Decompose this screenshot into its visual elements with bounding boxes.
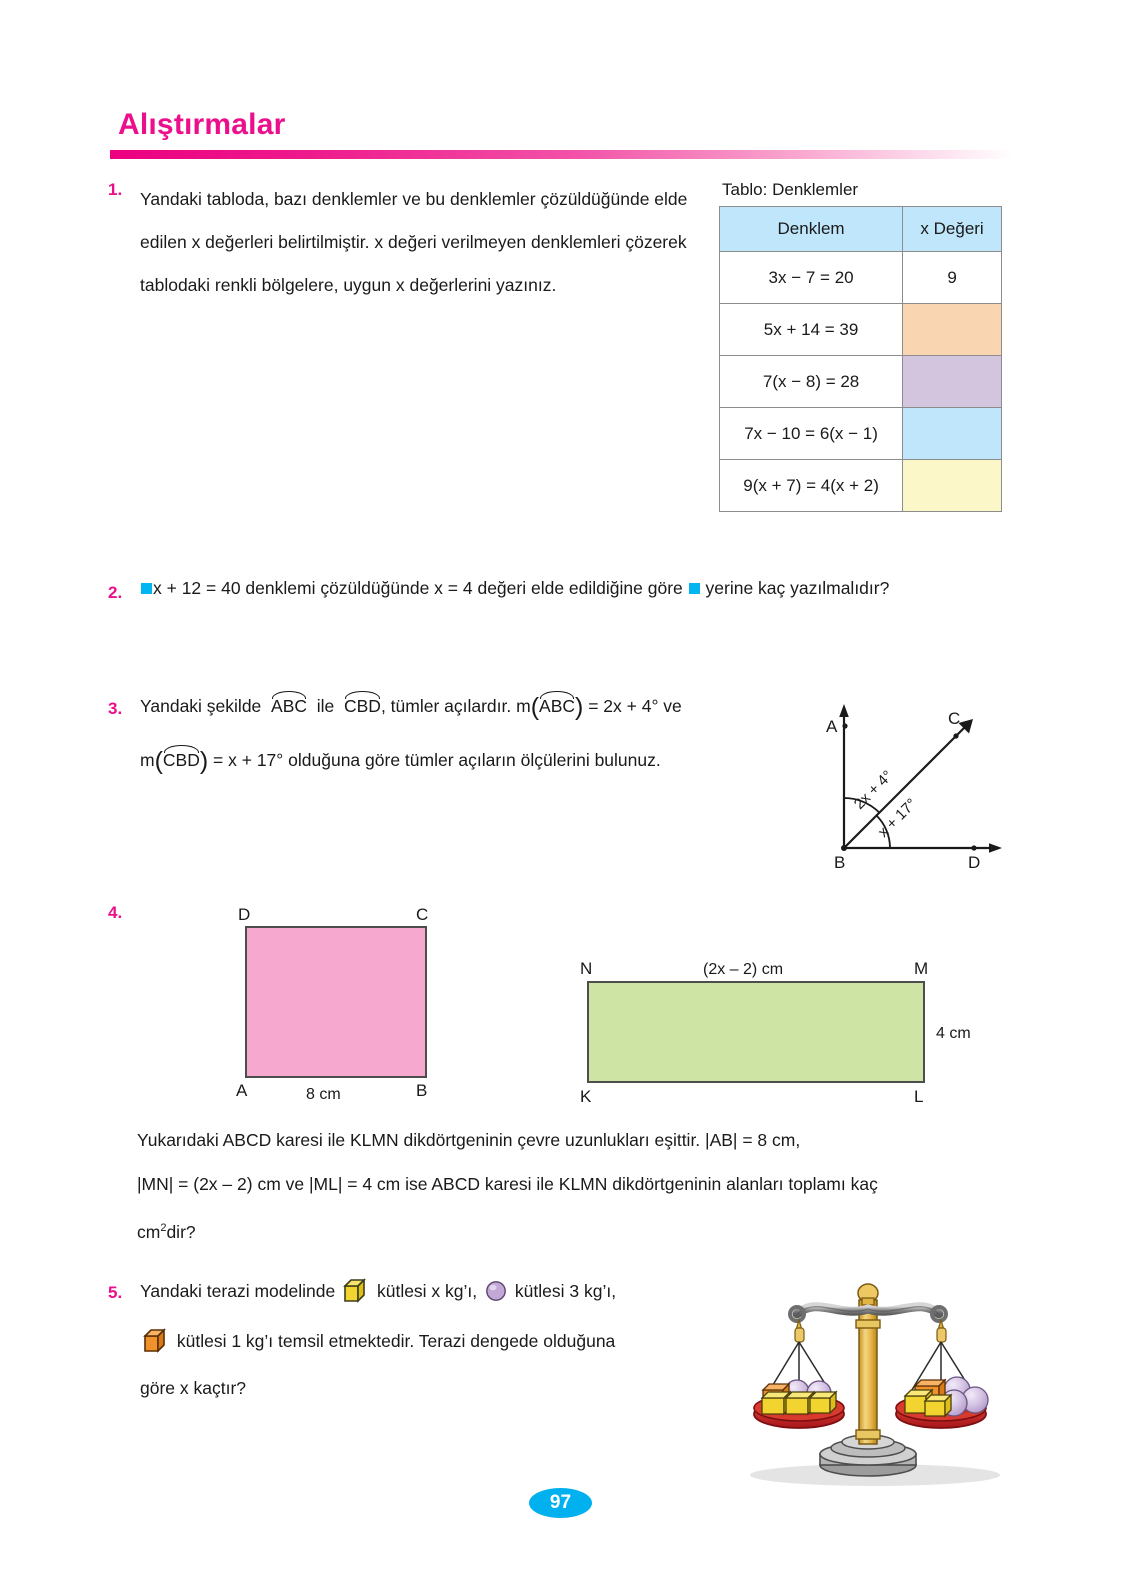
question-3-line2 xyxy=(140,747,780,775)
square-base-label: 8 cm xyxy=(306,1086,341,1103)
q3-text-d: = 2x + 4° ve xyxy=(583,696,682,716)
question-4-paragraph xyxy=(137,1118,1014,1254)
rect-label-l: L xyxy=(914,1087,924,1106)
orange-cube-icon xyxy=(143,1328,169,1354)
figure-label-d: D xyxy=(968,853,981,872)
table-row xyxy=(720,408,1002,460)
equations-table xyxy=(719,206,1002,512)
equation-cell: 7x − 10 = 6(x − 1) xyxy=(720,408,903,460)
table-header-equation: Denklem xyxy=(720,207,903,252)
question-2-part1: x + 12 = 40 denklemi çözüldüğünde x = 4 değeri elde edildiğine göre xyxy=(153,578,683,598)
table-row xyxy=(720,252,1002,304)
equation-cell: 7(x − 8) = 28 xyxy=(720,356,903,408)
angle-label-lower: x + 17° xyxy=(874,795,921,841)
angle-label-upper: 2x + 4° xyxy=(850,767,897,813)
rect-label-k: K xyxy=(580,1087,592,1106)
header-divider xyxy=(110,150,1013,159)
blue-square-marker xyxy=(689,583,700,594)
question-3-line1 xyxy=(140,693,780,721)
square-abcd-figure xyxy=(228,902,448,1107)
question-5-number: 5. xyxy=(108,1283,123,1302)
q4-para-line2: |MN| = (2x – 2) cm ve |ML| = 4 cm ise ABCD karesi ile KLMN dikdörtgeninin alanları toplamı kaç xyxy=(137,1174,878,1194)
page-number-badge: 97 xyxy=(529,1488,592,1518)
q3-text-c: , tümler açılardır. m xyxy=(380,696,531,716)
square-label-a: A xyxy=(236,1081,248,1100)
q4-unit: cm xyxy=(137,1221,161,1242)
purple-sphere-icon xyxy=(485,1280,507,1302)
balance-scale-figure xyxy=(735,1262,1020,1492)
value-cell-blank[interactable] xyxy=(903,408,1002,460)
question-5-line2 xyxy=(140,1328,740,1354)
square-label-d: D xyxy=(238,905,251,924)
table-row xyxy=(720,356,1002,408)
question-1-text: Yandaki tabloda, bazı denklemler ve bu denklemler çözüldüğünde elde edilen x değerleri belirtilmiştir. x değeri verilmeyen denklemleri çözerek tablodaki renkli bölgelere, uygun x değerlerini yazınız. xyxy=(140,189,688,295)
rect-label-m: M xyxy=(914,959,929,978)
table-header-value: x Değeri xyxy=(903,207,1002,252)
q3-text-a: Yandaki şekilde xyxy=(140,696,262,716)
question-5-line1 xyxy=(140,1278,740,1304)
question-2-part2: yerine kaç yazılmalıdır? xyxy=(705,578,890,598)
q4-para-line3 xyxy=(137,1206,1014,1254)
rect-side-label: 4 cm xyxy=(936,1025,971,1042)
value-cell-blank[interactable] xyxy=(903,356,1002,408)
table-header-row xyxy=(720,207,1002,252)
table-row xyxy=(720,304,1002,356)
figure-label-b: B xyxy=(834,853,846,872)
q3-text-m: m xyxy=(140,750,155,770)
table-caption: Tablo: Denklemler xyxy=(722,180,859,199)
question-2-number: 2. xyxy=(108,583,123,602)
q4-unit-exponent: 2 xyxy=(160,1222,167,1234)
yellow-cube-icon xyxy=(343,1278,369,1304)
close-paren: ) xyxy=(199,747,209,775)
q5-text-a: Yandaki terazi modelinde xyxy=(140,1281,336,1301)
q3-text-e: = x + 17° olduğuna göre tümler açıların ölçülerini bulunuz. xyxy=(208,750,661,770)
rect-top-label: (2x – 2) cm xyxy=(703,961,784,978)
close-paren: ) xyxy=(575,693,584,721)
angle-notation-cbd: CBD xyxy=(343,696,381,716)
q4-unit-suffix: dir? xyxy=(166,1221,196,1242)
open-paren: ( xyxy=(530,693,540,721)
square-label-b: B xyxy=(416,1081,428,1100)
q5-text-c: kütlesi 3 kg’ı, xyxy=(514,1281,617,1301)
square-label-c: C xyxy=(416,905,429,924)
angle-figure xyxy=(812,698,1012,873)
angle-notation-cbd-2: CBD xyxy=(162,750,200,770)
figure-label-c: C xyxy=(948,709,961,728)
q3-text-b: ile xyxy=(316,696,335,716)
value-cell[interactable]: 9 xyxy=(903,252,1002,304)
q4-para-line1: Yukarıdaki ABCD karesi ile KLMN dikdörtgeninin çevre uzunlukları eşittir. |AB| = 8 cm, xyxy=(137,1130,801,1150)
question-4-number: 4. xyxy=(108,903,123,922)
angle-notation-abc-2: ABC xyxy=(539,696,576,716)
q5-text-d: kütlesi 1 kg’ı temsil etmektedir. Terazi dengede olduğuna xyxy=(176,1331,616,1351)
page-title: Alıştırmalar xyxy=(118,108,286,141)
value-cell-blank[interactable] xyxy=(903,460,1002,512)
equation-cell: 5x + 14 = 39 xyxy=(720,304,903,356)
table-row xyxy=(720,460,1002,512)
question-5-line3: göre x kaçtır? xyxy=(140,1378,247,1398)
rect-label-n: N xyxy=(580,959,593,978)
question-1-number: 1. xyxy=(108,180,123,199)
question-2-text xyxy=(140,578,1020,599)
rectangle-klmn-figure xyxy=(570,950,990,1105)
equation-cell: 3x − 7 = 20 xyxy=(720,252,903,304)
value-cell-blank[interactable] xyxy=(903,304,1002,356)
q5-text-b: kütlesi x kg’ı, xyxy=(376,1281,478,1301)
equation-cell: 9(x + 7) = 4(x + 2) xyxy=(720,460,903,512)
open-paren: ( xyxy=(154,747,163,775)
figure-label-a: A xyxy=(826,717,838,736)
question-3-number: 3. xyxy=(108,699,123,718)
blue-square-marker xyxy=(141,583,152,594)
angle-notation-abc: ABC xyxy=(271,696,307,716)
